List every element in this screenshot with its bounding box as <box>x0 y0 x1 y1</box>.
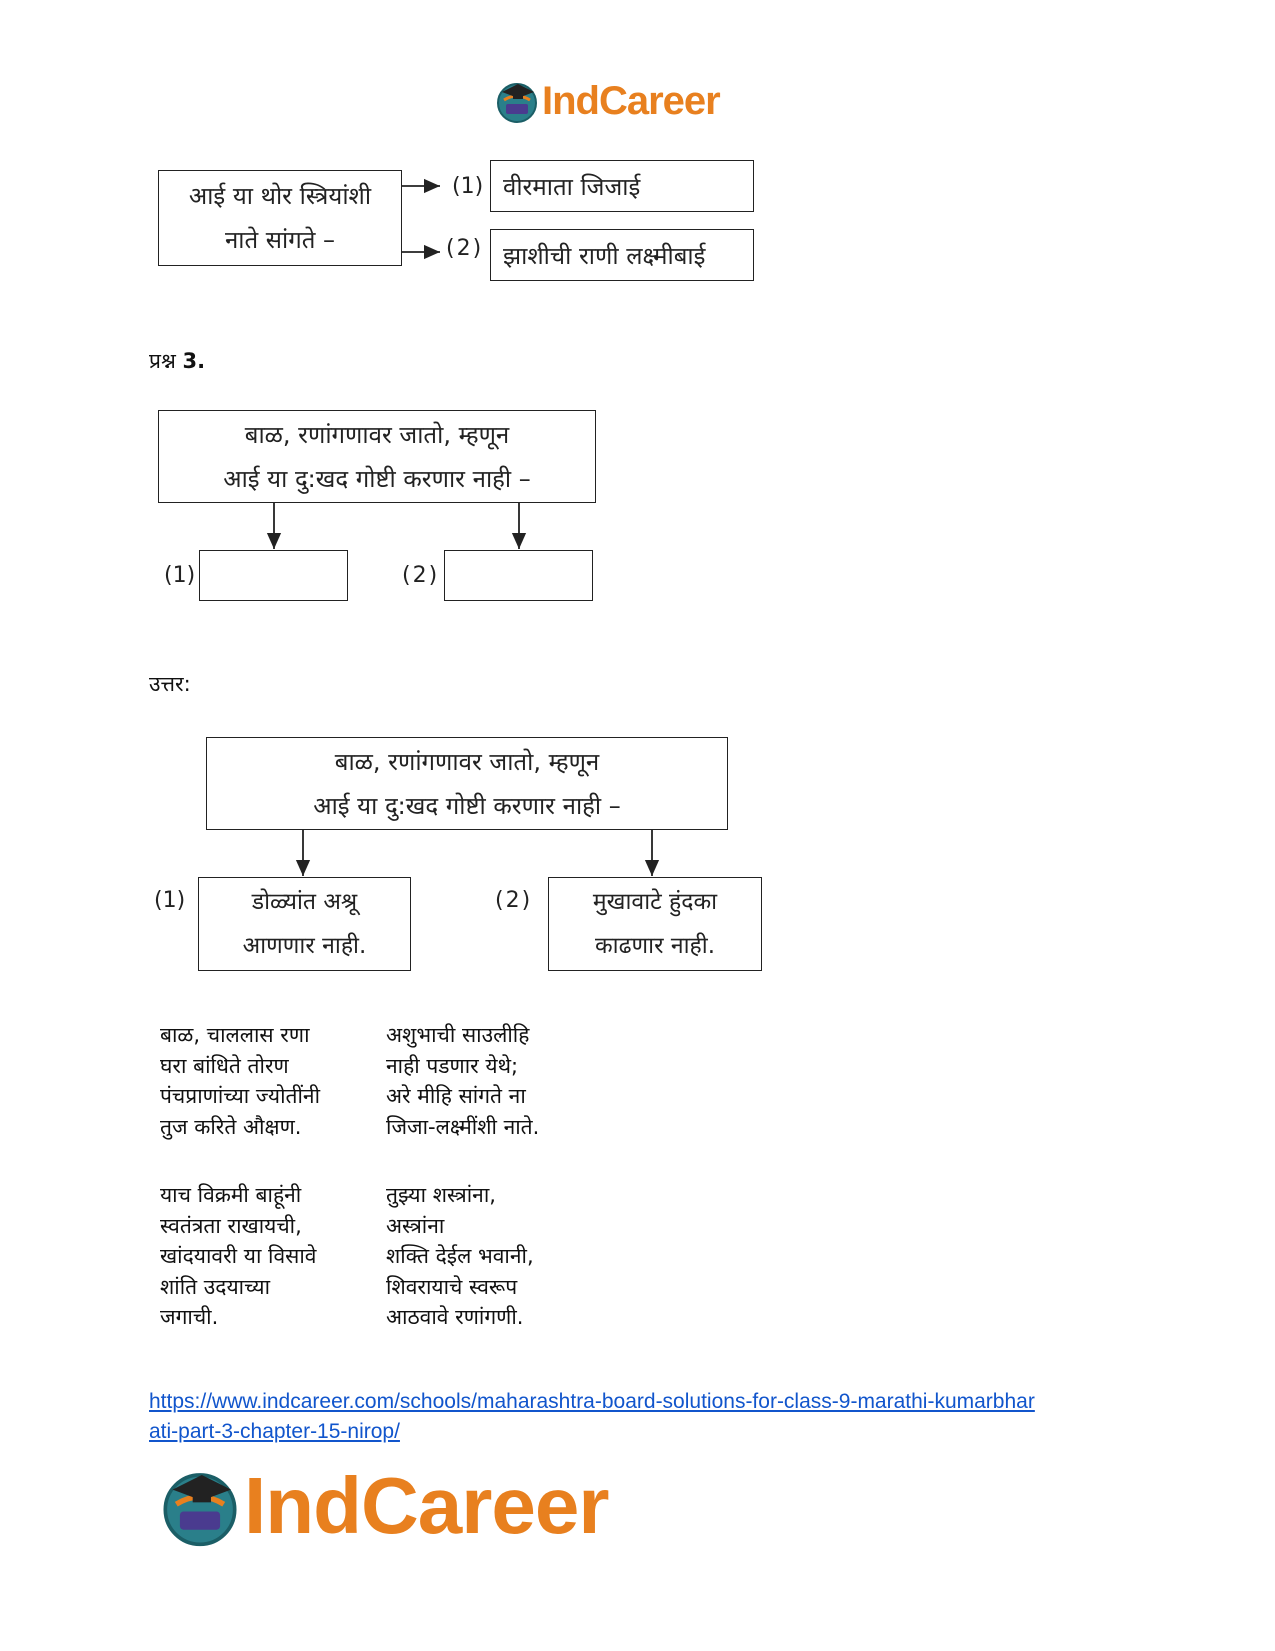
poem-line: शिवरायाचे स्वरूप <box>386 1274 518 1299</box>
question-heading <box>149 347 205 375</box>
diagram1-item-box <box>490 229 754 281</box>
diagram3-source-line: बाळ, रणांगणावर जातो, म्हणून <box>334 747 600 776</box>
source-link-line[interactable]: ati-part-3-chapter-15-nirop/ <box>149 1420 400 1443</box>
diagram2-item-number: (1) <box>164 563 196 588</box>
poem-stanza1-left <box>160 1020 320 1142</box>
poem-stanza1-right <box>386 1020 539 1142</box>
diagram2-source-line: बाळ, रणांगणावर जातो, म्हणून <box>244 420 510 449</box>
diagram3-answer-line: काढणार नाही. <box>594 933 716 959</box>
diagram1-item-box <box>490 160 754 212</box>
poem-line: जिजा-लक्ष्मींशी नाते. <box>386 1114 540 1139</box>
diagram1-item-text: वीरमाता जिजाई <box>503 172 641 201</box>
poem-stanza2-right <box>386 1180 534 1333</box>
poem-line: बाळ, चाललास रणा <box>160 1023 310 1047</box>
diagram1-item-text: झाशीची राणी लक्ष्मीबाई <box>503 241 706 270</box>
question-number: 3. <box>182 349 206 373</box>
diagram1-source-line: आई या थोर स्त्रियांशी <box>188 182 372 210</box>
graduation-globe-icon <box>158 1464 242 1548</box>
poem-stanza2-left <box>160 1180 317 1333</box>
diagram3-item-number: (1) <box>154 888 186 913</box>
poem-line: अरे मीहि सांगते ना <box>386 1084 526 1108</box>
brand-name: IndCareer <box>542 78 720 123</box>
diagram2-item-number: (2) <box>402 563 440 588</box>
diagram3-answer-line: आणणार नाही. <box>242 933 367 959</box>
diagram2-source-box <box>158 410 596 503</box>
diagram1-source-box <box>158 170 402 266</box>
poem-line: स्वतंत्रता राखायची, <box>160 1213 302 1238</box>
poem-line: आठवावे रणांगणी. <box>386 1305 524 1329</box>
diagram3-item-number: (2) <box>495 888 533 913</box>
poem-line: शक्ति देईल भवानी, <box>386 1244 534 1268</box>
diagram1-item-number: (1) <box>452 174 484 199</box>
diagram3-source-line: आई या दु:खद गोष्टी करणार नाही – <box>313 791 621 820</box>
diagram3-answer-line: डोळ्यांत अश्रू <box>251 889 358 915</box>
poem-line: शांति उदयाच्या <box>160 1274 271 1299</box>
poem-line: अशुभाची साउलीहि <box>386 1023 530 1047</box>
footer-logo[interactable] <box>158 1460 608 1552</box>
poem-line: जगाची. <box>160 1305 219 1329</box>
answer-heading: उत्तर: <box>149 672 191 696</box>
poem-line: खांदयावरी या विसावे <box>160 1244 317 1268</box>
poem-line: पंचप्राणांच्या ज्योतींनी <box>160 1084 321 1108</box>
question-label: प्रश्न <box>149 349 176 373</box>
diagram2-source-line: आई या दु:खद गोष्टी करणार नाही – <box>223 464 531 493</box>
diagram3-answer-box-1 <box>198 877 411 971</box>
source-link[interactable] <box>149 1387 1035 1447</box>
poem-line: नाही पडणार येथे; <box>386 1053 519 1078</box>
diagram3-answer-box-2 <box>548 877 762 971</box>
poem-line: याच विक्रमी बाहूंनी <box>160 1183 302 1207</box>
diagram1-item-number: (2) <box>446 236 484 261</box>
diagram1-source-line: नाते सांगते – <box>224 226 336 254</box>
diagram2-answer-box-1 <box>199 550 348 601</box>
poem-line: तुज करिते औक्षण. <box>160 1114 302 1139</box>
diagram3-source-box <box>206 737 728 830</box>
poem-line: तुझ्या शस्त्रांना, <box>386 1183 496 1207</box>
poem-line: घरा बांधिते तोरण <box>160 1053 289 1078</box>
poem-line: अस्त्रांना <box>386 1213 445 1238</box>
diagram3-answer-line: मुखावाटे हुंदका <box>592 889 718 915</box>
brand-name: IndCareer <box>244 1461 609 1550</box>
source-link-line[interactable]: https://www.indcareer.com/schools/maharashtra-board-solutions-for-class-9-marathi-kumarbhar <box>149 1390 1035 1413</box>
diagram2-answer-box-2 <box>444 550 593 601</box>
